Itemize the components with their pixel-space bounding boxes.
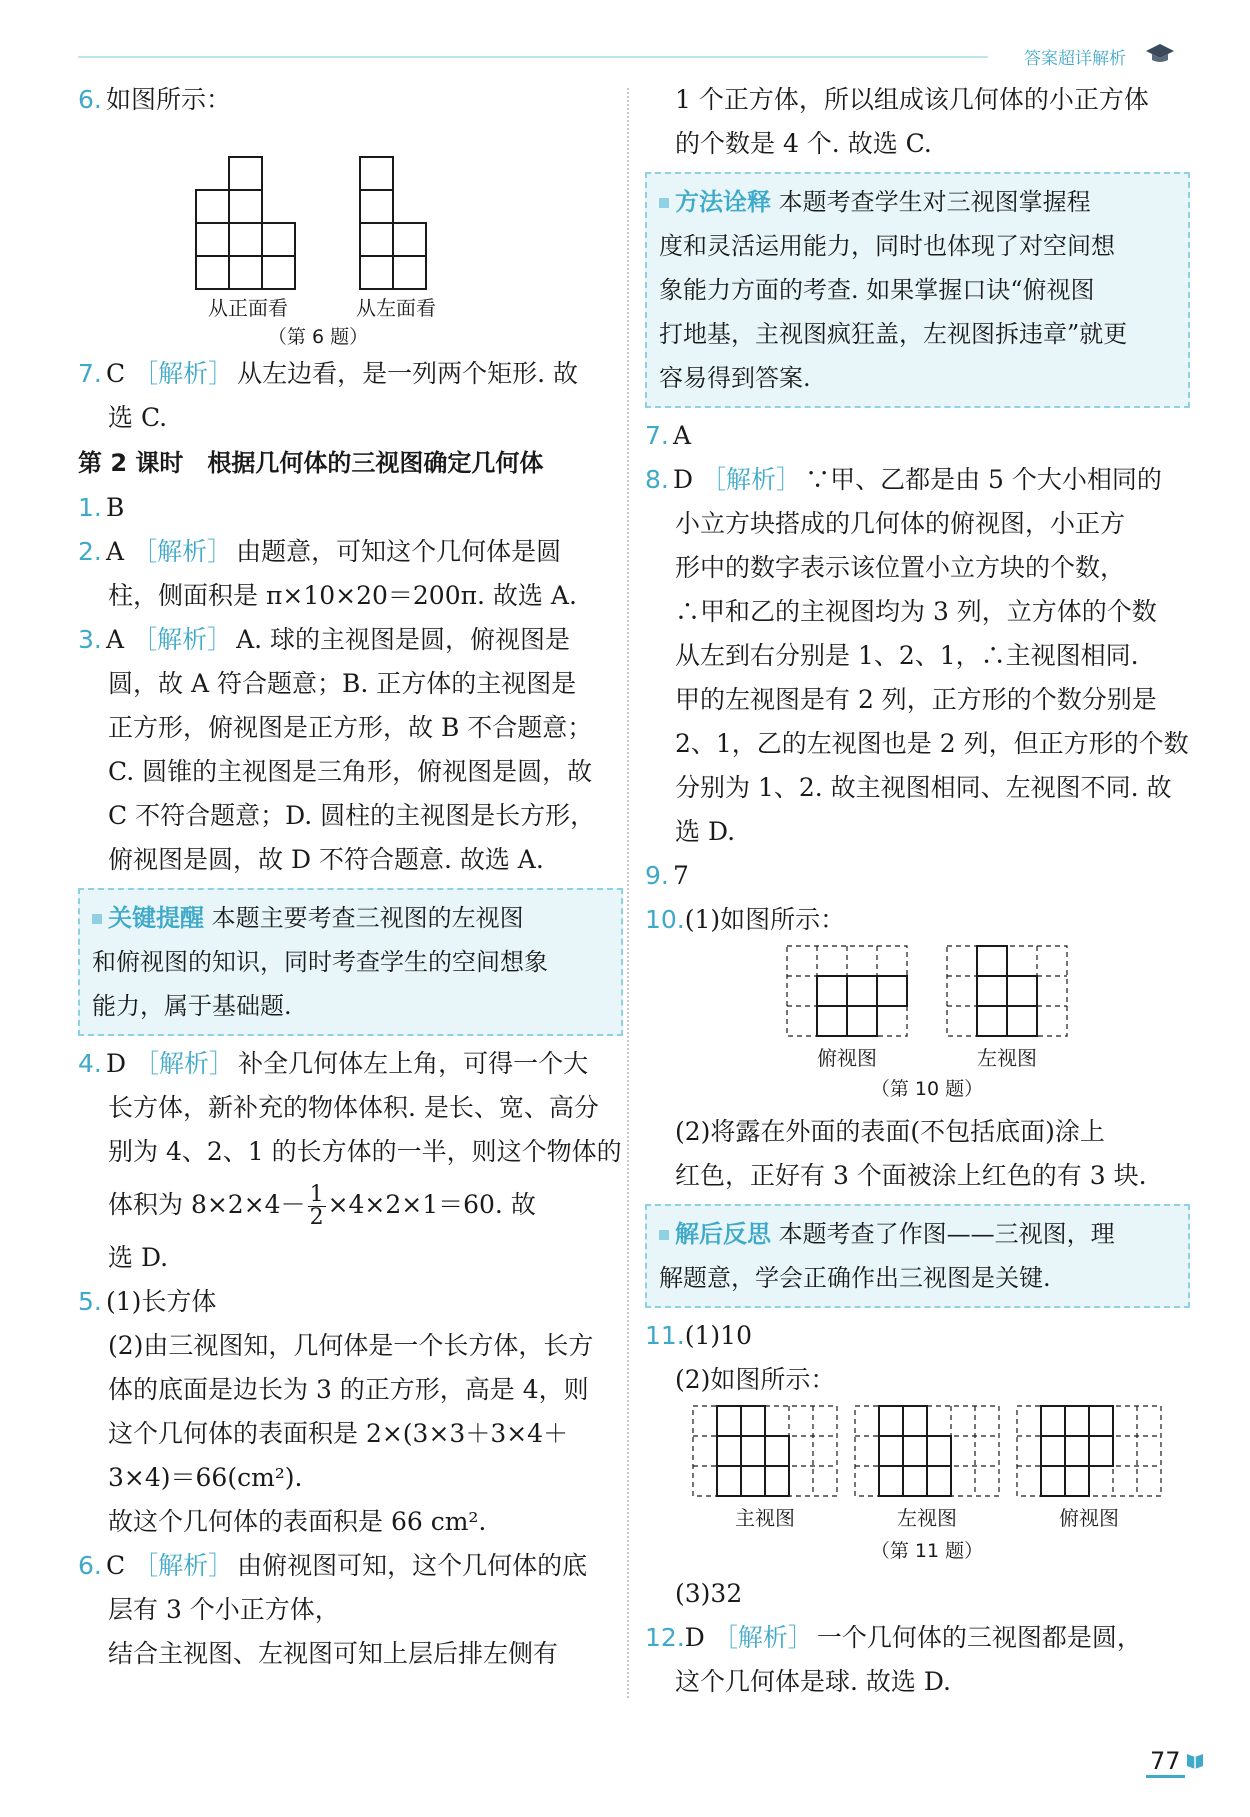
q3-text-5: C 不符合题意；D. 圆柱的主视图是长方形， — [108, 801, 596, 830]
q6b-text-2: 层有 3 个小正方体， — [108, 1595, 340, 1624]
fig6-front-label: 从正面看 — [208, 296, 288, 320]
r-q12-text: 一个几何体的三视图都是圆， — [816, 1623, 1142, 1652]
analysis-tag: ［解析］ — [132, 537, 233, 566]
r-q10-text: (1)如图所示： — [684, 905, 846, 934]
q3-row — [78, 618, 623, 662]
r-q10-text-2: (2)将露在外面的表面(不包括底面)涂上 — [675, 1117, 1105, 1146]
q3-text-6: 俯视图是圆，故 D 不符合题意. 故选 A. — [108, 845, 544, 874]
q3-text-3: 正方形，俯视图是正方形，故 B 不合题意； — [108, 713, 593, 742]
page-number: 77 — [1146, 1747, 1185, 1778]
q2-answer: A — [106, 537, 125, 566]
r-q7-row — [645, 414, 1190, 458]
q7-text-2: 选 C. — [108, 403, 168, 432]
reflection-box — [645, 1204, 1190, 1308]
r-q11-text: (1)10 — [684, 1321, 752, 1350]
q2-number: 2. — [78, 537, 102, 566]
r-q7-number: 7. — [645, 421, 669, 450]
q2-text: 由题意，可知这个几何体是圆 — [236, 537, 562, 566]
key-reminder-label: 关键提醒 — [92, 904, 204, 932]
r-q8-text-9: 选 D. — [675, 817, 736, 846]
q7-number: 7. — [78, 359, 102, 388]
r-q9-number: 9. — [645, 861, 669, 890]
q2-text-2: 柱，侧面积是 π×10×20＝200π. 故选 A. — [108, 581, 577, 610]
r-q8-text: ∵甲、乙都是由 5 个大小相同的 — [805, 465, 1162, 494]
q4-answer: D — [106, 1049, 127, 1078]
right-column — [645, 78, 1190, 1704]
r-q12-text-2: 这个几何体是球. 故选 D. — [675, 1667, 951, 1696]
analysis-tag: ［解析］ — [133, 359, 234, 388]
q1-number: 1. — [78, 493, 102, 522]
q5-text-6: 故这个几何体的表面积是 66 cm². — [108, 1507, 487, 1536]
r-q8-number: 8. — [645, 465, 669, 494]
box3-text: 本题考查了作图——三视图，理 — [778, 1220, 1115, 1248]
r-q8-answer: D — [673, 465, 694, 494]
q5-text-2: (2)由三视图知，几何体是一个长方体，长方 — [108, 1331, 594, 1360]
q7-answer: C — [106, 359, 126, 388]
column-divider — [627, 88, 629, 1698]
key-reminder-box — [78, 888, 623, 1036]
box2-text-4: 打地基，主视图疯狂盖，左视图拆违章”就更 — [659, 320, 1128, 348]
q5-text-5: 3×4)＝66(cm²). — [108, 1463, 303, 1492]
r-q11-text-2: (2)如图所示： — [675, 1365, 836, 1394]
box2-text-2: 度和灵活运用能力，同时也体现了对空间想 — [659, 232, 1115, 260]
r-q8-text-7: 2、1，乙的左视图也是 2 列，但正方形的个数 — [675, 729, 1189, 758]
reflection-label: 解后反思 — [659, 1220, 771, 1248]
r-q9-row — [645, 854, 1190, 898]
header-rule — [78, 56, 988, 58]
fig10-top-label: 俯视图 — [817, 1046, 877, 1070]
q7-text: 从左边看，是一列两个矩形. 故 — [237, 359, 579, 388]
analysis-tag: ［解析］ — [134, 1049, 235, 1078]
q5-number: 5. — [78, 1287, 102, 1316]
fig11-left-label: 左视图 — [897, 1506, 957, 1530]
figure-6 — [78, 122, 623, 352]
continued-text: 1 个正方体，所以组成该几何体的小正方体 — [675, 85, 1149, 114]
r-q8-text-3: 形中的数字表示该位置小立方块的个数， — [675, 553, 1126, 582]
r-q8-text-5: 从左到右分别是 1、2、1，∴主视图相同. — [675, 641, 1139, 670]
fig10-left-label: 左视图 — [977, 1046, 1037, 1070]
figure-10 — [645, 942, 1190, 1110]
box1-text: 本题主要考查三视图的左视图 — [211, 904, 524, 932]
analysis-tag: ［解析］ — [133, 1551, 234, 1580]
method-box — [645, 172, 1190, 408]
fig10-caption: （第 10 题） — [870, 1078, 984, 1100]
top-view-grid — [787, 946, 907, 1036]
box3-text-2: 解题意，学会正确作出三视图是关键. — [659, 1264, 1051, 1292]
q5-text: (1)长方体 — [106, 1287, 217, 1316]
fig11-front-label: 主视图 — [735, 1506, 795, 1530]
r-q10-row — [645, 898, 1190, 942]
q5-text-4: 这个几何体的表面积是 2×(3×3＋3×4＋ — [108, 1419, 569, 1448]
r-q7-answer: A — [673, 421, 692, 450]
left-view-grid — [360, 157, 426, 289]
r-q10-number: 10. — [645, 905, 685, 934]
q4-text-4: 体积为 8×2×4－ $\frac{1}{2}$ ×4×2×1＝60. 故 — [108, 1182, 536, 1230]
figure-6-drawing — [78, 122, 623, 312]
q3-text-4: C. 圆锥的主视图是三角形，俯视图是圆，故 — [108, 757, 593, 786]
analysis-tag: ［解析］ — [132, 625, 233, 654]
left-view-grid-10 — [947, 946, 1067, 1036]
r-q8-text-6: 甲的左视图是有 2 列，正方形的个数分别是 — [675, 685, 1157, 714]
box1-text-3: 能力，属于基础题. — [92, 992, 292, 1020]
q7-row — [78, 352, 623, 396]
method-label: 方法诠释 — [659, 188, 771, 216]
top-view-grid-11 — [1017, 1406, 1161, 1496]
q3-answer: A — [106, 625, 125, 654]
r-q11-number: 11. — [645, 1321, 685, 1350]
r-q8-text-4: ∴甲和乙的主视图均为 3 列，立方体的个数 — [675, 597, 1157, 626]
r-q12-answer: D — [684, 1623, 705, 1652]
front-view-grid — [196, 157, 295, 289]
q4-text: 补全几何体左上角，可得一个大 — [238, 1049, 589, 1078]
q6b-answer: C — [106, 1551, 126, 1580]
box1-text-2: 和俯视图的知识，同时考查学生的空间想象 — [92, 948, 548, 976]
q4-text-5: 选 D. — [108, 1243, 169, 1272]
q4-text-2: 长方体，新补充的物体体积. 是长、宽、高分 — [108, 1093, 599, 1122]
q5-text-3: 体的底面是边长为 3 的正方形，高是 4，则 — [108, 1375, 589, 1404]
box2-text: 本题考查学生对三视图掌握程 — [778, 188, 1091, 216]
fig6-caption: （第 6 题） — [267, 326, 369, 348]
q6-number: 6. — [78, 85, 102, 114]
q3-number: 3. — [78, 625, 102, 654]
r-q10-text-3: 红色，正好有 3 个面被涂上红色的有 3 块. — [675, 1161, 1147, 1190]
q2-row — [78, 530, 623, 574]
fig6-left-label: 从左面看 — [356, 296, 436, 320]
fig11-caption: （第 11 题） — [870, 1540, 984, 1562]
header-title: 答案超详解析 — [1024, 49, 1126, 69]
r-q8-text-8: 分别为 1、2. 故主视图相同、左视图不同. 故 — [675, 773, 1172, 802]
fraction: $\frac{1}{2}$ — [309, 1182, 324, 1230]
analysis-tag: ［解析］ — [701, 465, 802, 494]
r-q12-row — [645, 1616, 1190, 1660]
q5-row — [78, 1280, 623, 1324]
box2-text-3: 象能力方面的考查. 如果掌握口诀“俯视图 — [659, 276, 1095, 304]
q3-text-2: 圆，故 A 符合题意；B. 正方体的主视图是 — [108, 669, 577, 698]
r-q8-text-2: 小立方块搭成的几何体的俯视图，小正方 — [675, 509, 1126, 538]
q1-row — [78, 486, 623, 530]
section-title: 第 2 课时 根据几何体的三视图确定几何体 — [78, 449, 544, 477]
fig11-top-label: 俯视图 — [1059, 1506, 1119, 1530]
left-view-grid-11 — [855, 1406, 999, 1496]
book-icon — [1185, 1750, 1205, 1770]
r-q9-answer: 7 — [673, 861, 689, 890]
left-column — [78, 78, 623, 1676]
q4-row — [78, 1042, 623, 1086]
r-q8-row — [645, 458, 1190, 502]
figure-11 — [645, 1402, 1190, 1572]
q4-number: 4. — [78, 1049, 102, 1078]
r-q11-row — [645, 1314, 1190, 1358]
q6-text: 如图所示： — [106, 85, 232, 114]
box2-text-5: 容易得到答案. — [659, 364, 811, 392]
front-view-grid-11 — [693, 1406, 837, 1496]
q3-text: A. 球的主视图是圆，俯视图是 — [236, 625, 571, 654]
q4-text-3: 别为 4、2、1 的长方体的一半，则这个物体的 — [108, 1137, 622, 1166]
r-q12-number: 12. — [645, 1623, 685, 1652]
continued-text-2: 的个数是 4 个. 故选 C. — [675, 129, 932, 158]
q6b-text-3: 结合主视图、左视图可知上层后排左侧有 — [108, 1639, 559, 1668]
graduation-cap-icon — [1145, 42, 1175, 64]
analysis-tag: ［解析］ — [712, 1623, 813, 1652]
r-q11-text-3: (3)32 — [675, 1579, 743, 1608]
q6b-number: 6. — [78, 1551, 102, 1580]
q6b-text: 由俯视图可知，这个几何体的底 — [237, 1551, 588, 1580]
q6-row — [78, 78, 623, 122]
q6b-row — [78, 1544, 623, 1588]
q1-answer: B — [106, 493, 125, 522]
